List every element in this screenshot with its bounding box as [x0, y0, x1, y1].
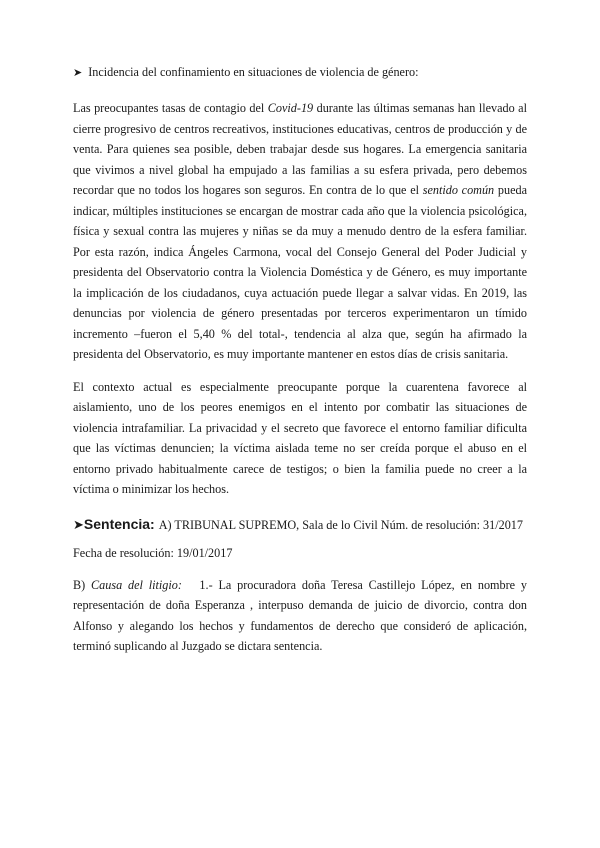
sentencia-court: A) TRIBUNAL SUPREMO, Sala de lo Civil Núm. de resolución: 31/2017 — [158, 517, 523, 532]
paragraph-covid: Las preocupantes tasas de contagio del Covid-19 durante las últimas semanas han llevado al cierre progresivo de centros recreativos, instituciones educativas, centros de producción y de venta. Para quienes sea posible, deben trabajar desde sus hogares. La emergencia sanitaria que vivimos a nivel global ha empujado a las familias a su esfera privada, pero debemos recordar que no todos los hogares son seguros. En contra de lo que el sentido común pueda indicar, múltiples instituciones se encargan de mostrar cada año que la violencia psicológica, física y sexual contra las mujeres y niñas se da muy a menudo dentro de la esfera familiar. Por esta razón, indica Ángeles Carmona, vocal del Consejo General del Poder Judicial y presidenta del Observatorio contra la Violencia Doméstica y de Género, es muy importante la implicación de los ciudadanos, cuya actuación puede llegar a salvar vidas. En 2019, las denuncias por violencia de género presentadas por terceros experimentaron un tímido incremento –fueron el 5,40 % del total-, tendencia al alza que, según ha afirmado la presidenta del Observatorio, es muy importante mantener en estos días de crisis sanitaria. — [73, 101, 527, 361]
paragraph-litigio: B) Causa del litigio: 1.- La procuradora doña Teresa Castillejo López, en nombre y representación de doña Esperanza , interpuso demanda de juicio de divorcio, contra don Alfonso y alegando los hechos y fundamentos de derecho que consideró de aplicación, terminó suplicando al Juzgado se dictara sentencia. — [73, 577, 531, 653]
resolution-date: Fecha de resolución: 19/01/2017 — [73, 545, 233, 560]
arrow-bullet-icon: ➤ — [73, 66, 83, 79]
causa-litigio-label: Causa del litigio: — [91, 577, 182, 592]
sentido-comun-term: sentido común — [422, 183, 495, 197]
paragraph-context: El contexto actual es especialmente preocupante porque la cuarentena favorece al aislamiento, uno de los peores enemigos en el intento por combatir las situaciones de violencia intrafamiliar. La privacidad y el secreto que favorece el entorno familiar dificulta que las víctimas denuncien; la víctima aislada teme no ser creída porque el abuso en el entorno privado habitualmente carece de testigos; o bien la familia puede no creer a la víctima o minimizar los hechos. — [73, 379, 527, 496]
document-page — [73, 62, 531, 657]
covid-term: Covid-19 — [267, 101, 314, 115]
sentencia-label: Sentencia: — [83, 515, 155, 532]
sentencia-heading — [73, 514, 527, 536]
section-heading-text: Incidencia del confinamiento en situaciones de violencia de género: — [88, 65, 419, 79]
arrow-bullet-icon: ➤ — [73, 517, 84, 533]
section-heading — [73, 62, 527, 83]
